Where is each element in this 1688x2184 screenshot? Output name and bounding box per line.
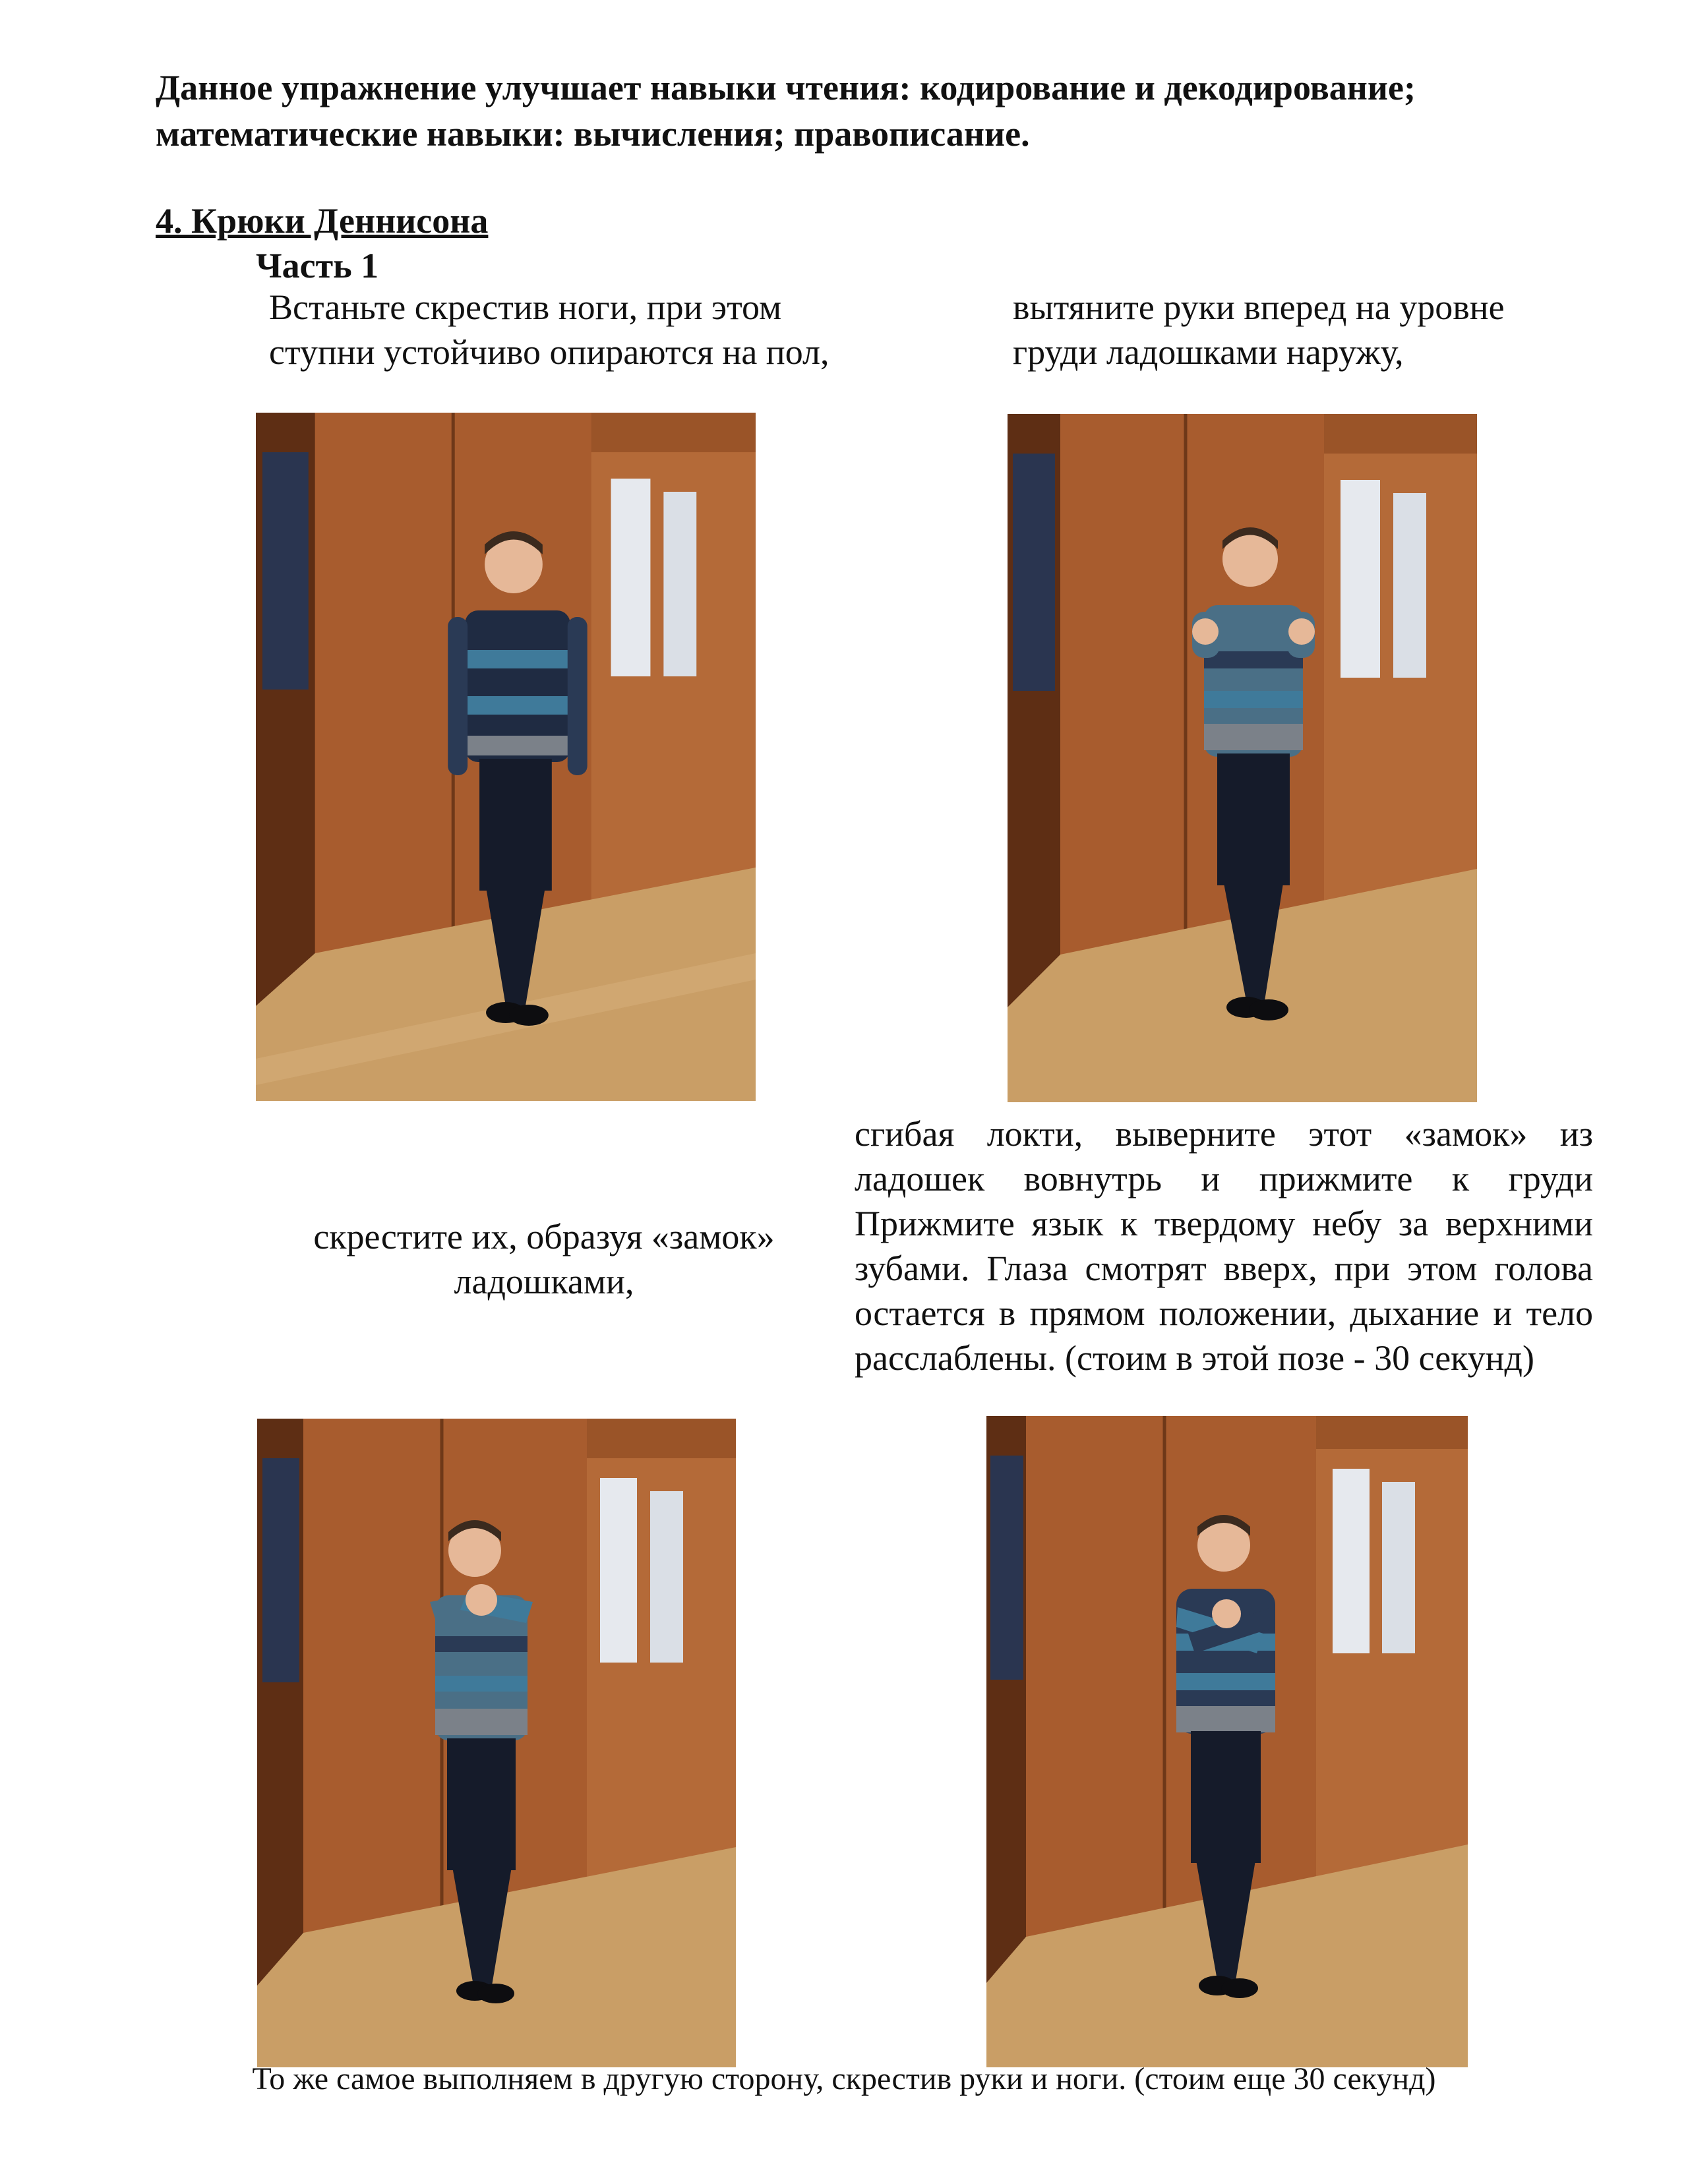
step-3-line-2: ладошками, — [454, 1262, 634, 1301]
boy-standing-crossed-legs-photo — [256, 413, 756, 1101]
intro-line-1: Данное упражнение улучшает навыки чтения: кодирование и декодирование; — [156, 68, 1416, 107]
section-title: 4. Крюки Деннисона — [156, 201, 489, 241]
step-3-line-1: скрестите их, образуя «замок» — [313, 1217, 775, 1256]
step-2-line-1: вытяните руки вперед на уровне — [1013, 287, 1505, 327]
boy-arms-crossed-lock-photo — [257, 1419, 736, 2067]
intro-line-2: математические навыки: вычисления; правописание. — [156, 114, 1030, 154]
boy-arms-extended-photo — [1008, 414, 1477, 1102]
boy-lock-to-chest-photo — [986, 1416, 1468, 2067]
part-label: Часть 1 — [256, 246, 379, 285]
step-1-line-1: Встаньте скрестив ноги, при этом — [269, 287, 782, 327]
step-3-text — [290, 1214, 798, 1304]
step-1-text — [269, 285, 915, 374]
step-4-text: сгибая локти, выверните этот «замок» из ладошек вовнутрь и прижмите к груди Прижмите язык к твердому небу за верхними зубами. Глаза смотрят вверх, при этом голова остается в прямом положении, дыхание и тело расслаблены. (стоим в этой позе - 30 секунд) — [855, 1114, 1593, 1378]
intro-paragraph — [156, 65, 1606, 157]
footer-note: То же самое выполняем в другую сторону, скрестив руки и ноги. (стоим еще 30 секунд) — [252, 2061, 1436, 2096]
step-2-line-2: груди ладошками наружу, — [1013, 332, 1404, 372]
step-1-line-2: ступни устойчиво опираются на пол, — [269, 332, 829, 372]
step-2-text — [1013, 285, 1619, 374]
